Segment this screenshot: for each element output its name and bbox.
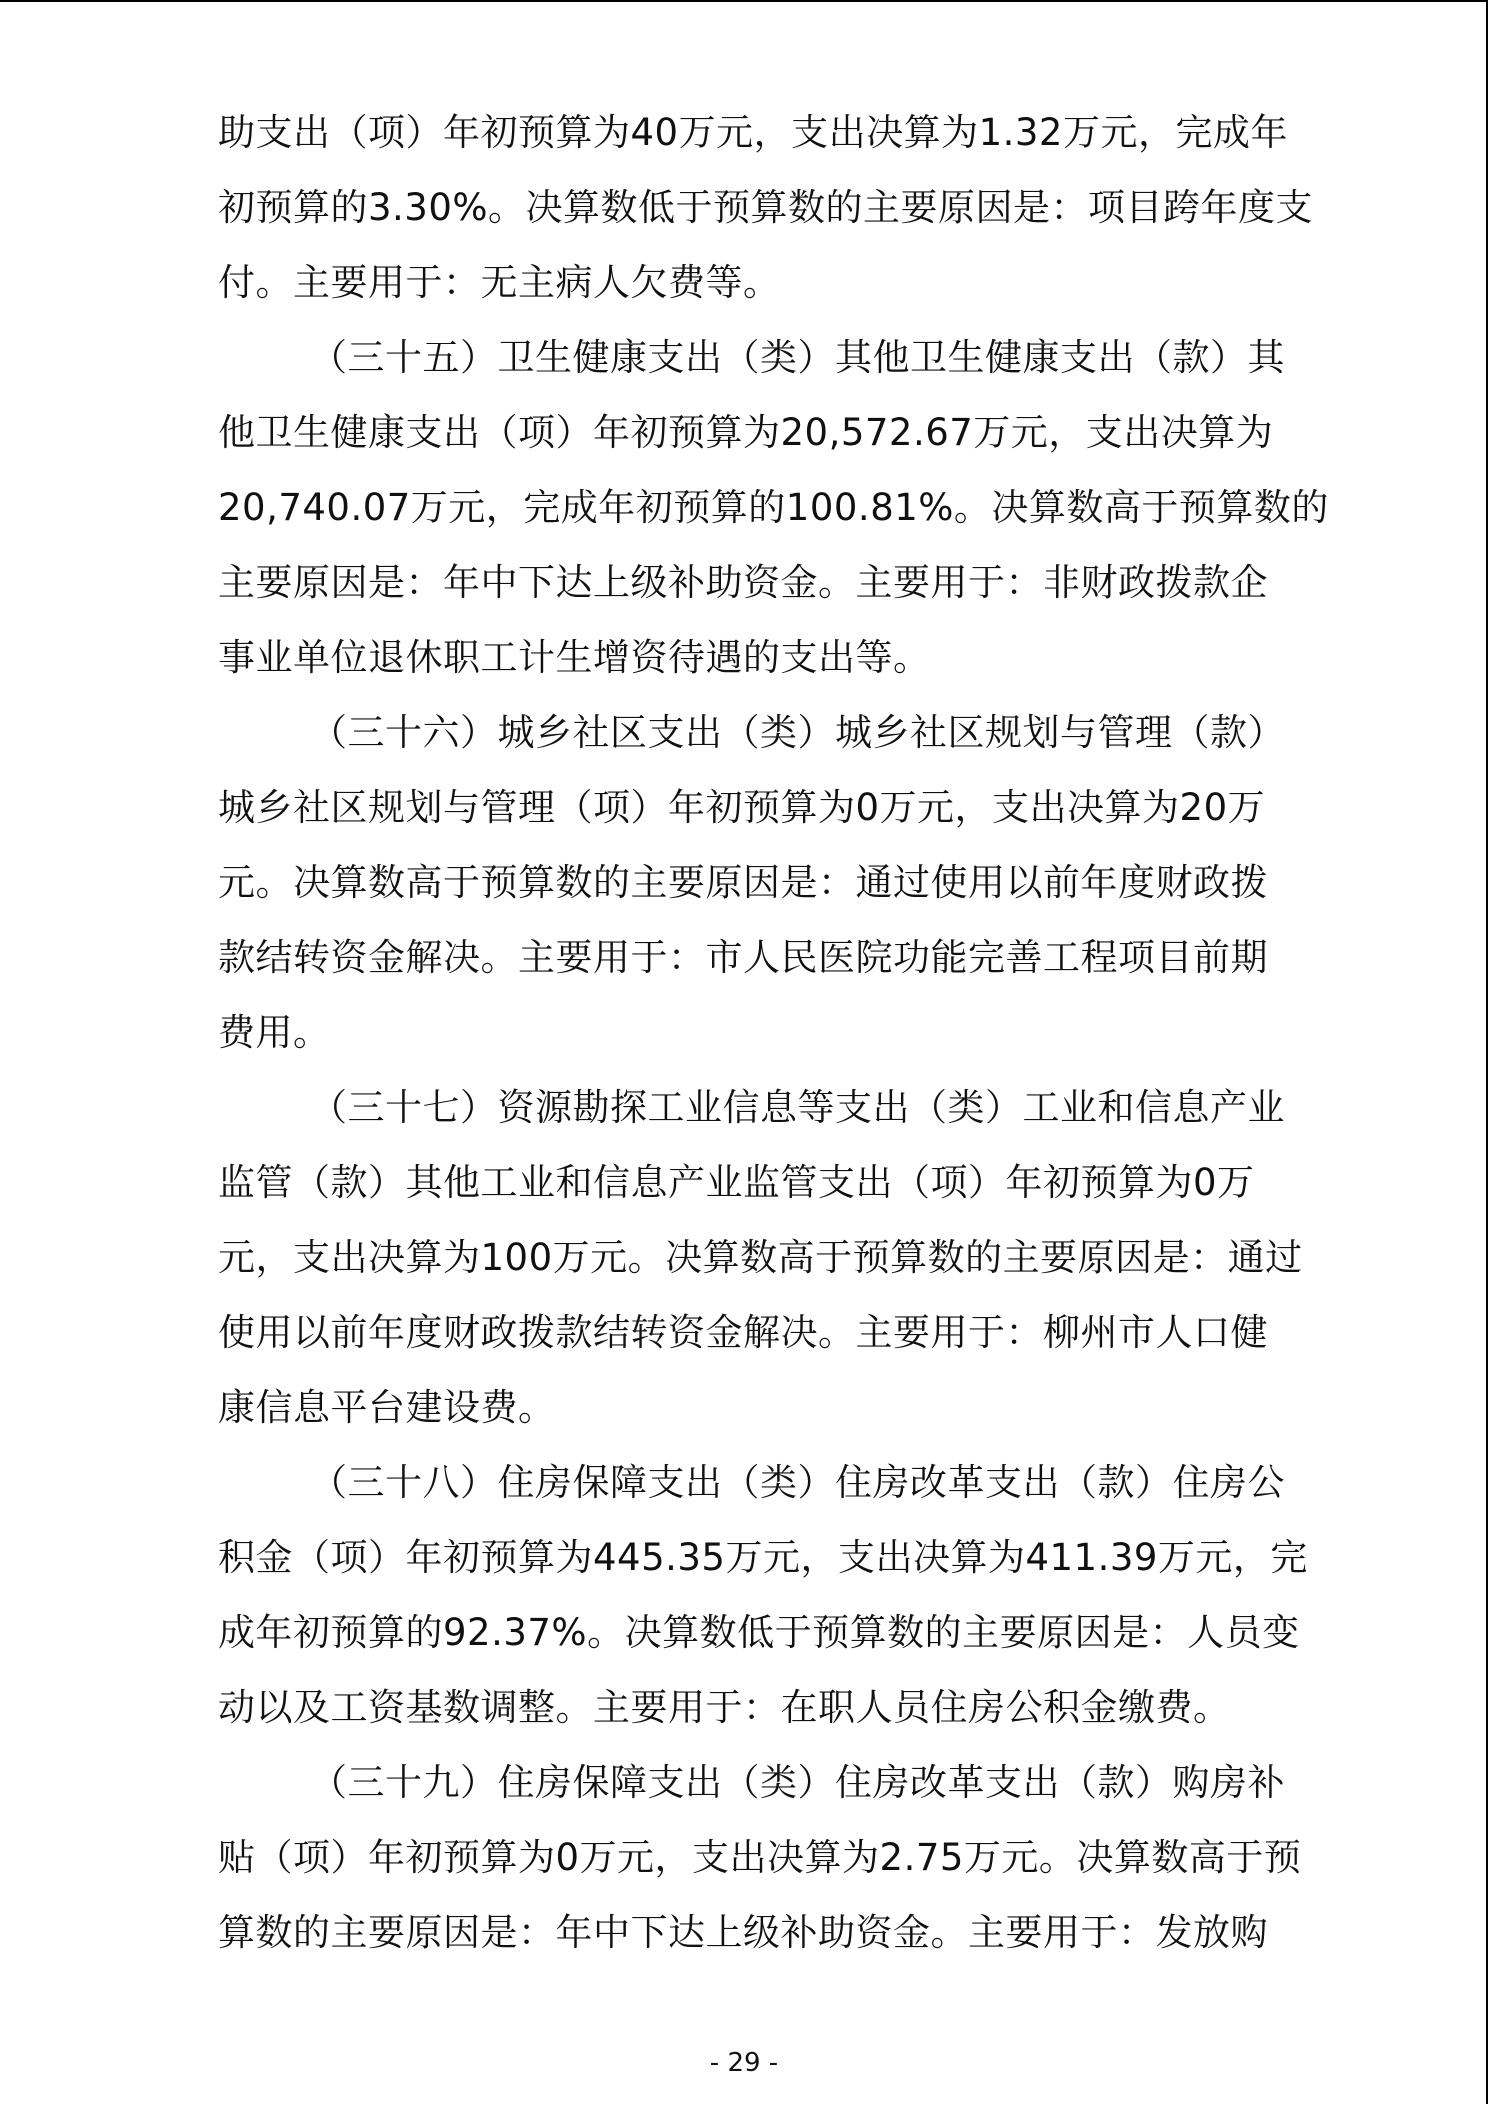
paragraph-start-line: （三十八）住房保障支出（类）住房改革支出（款）住房公 [310, 1461, 1285, 1504]
text-line: 城乡社区规划与管理（项）年初预算为0万元，支出决算为20万 [218, 786, 1266, 829]
text-line: 20,740.07万元，完成年初预算的100.81%。决算数高于预算数的 [218, 486, 1329, 529]
page-number: - 29 - [709, 2048, 779, 2078]
text-line: 助支出（项）年初预算为40万元，支出决算为1.32万元，完成年 [218, 111, 1288, 154]
text-line: 康信息平台建设费。 [218, 1386, 556, 1429]
text-line: 动以及工资基数调整。主要用于：在职人员住房公积金缴费。 [218, 1686, 1231, 1729]
paragraph-start-line: （三十七）资源勘探工业信息等支出（类）工业和信息产业 [310, 1086, 1285, 1129]
text-line: 贴（项）年初预算为0万元，支出决算为2.75万元。决算数高于预 [218, 1836, 1302, 1879]
text-line: 款结转资金解决。主要用于：市人民医院功能完善工程项目前期 [218, 936, 1268, 979]
text-line: 元，支出决算为100万元。决算数高于预算数的主要原因是：通过 [218, 1236, 1303, 1279]
text-line: 费用。 [218, 1011, 331, 1054]
text-line: 算数的主要原因是：年中下达上级补助资金。主要用于：发放购 [218, 1911, 1268, 1954]
text-line: 付。主要用于：无主病人欠费等。 [218, 261, 781, 304]
text-line: 主要原因是：年中下达上级补助资金。主要用于：非财政拨款企 [218, 561, 1268, 604]
text-line: 成年初预算的92.37%。决算数低于预算数的主要原因是：人员变 [218, 1611, 1300, 1654]
text-line: 事业单位退休职工计生增资待遇的支出等。 [218, 636, 931, 679]
paragraph-start-line: （三十六）城乡社区支出（类）城乡社区规划与管理（款） [310, 711, 1285, 754]
text-line: 元。决算数高于预算数的主要原因是：通过使用以前年度财政拨 [218, 861, 1268, 904]
text-line: 他卫生健康支出（项）年初预算为20,572.67万元，支出决算为 [218, 411, 1274, 454]
paragraph-start-line: （三十九）住房保障支出（类）住房改革支出（款）购房补 [310, 1761, 1285, 1804]
text-line: 积金（项）年初预算为445.35万元，支出决算为411.39万元，完 [218, 1536, 1308, 1579]
text-line: 使用以前年度财政拨款结转资金解决。主要用于：柳州市人口健 [218, 1311, 1268, 1354]
text-line: 监管（款）其他工业和信息产业监管支出（项）年初预算为0万 [218, 1161, 1255, 1204]
text-line: 初预算的3.30%。决算数低于预算数的主要原因是：项目跨年度支 [218, 186, 1314, 229]
paragraph-start-line: （三十五）卫生健康支出（类）其他卫生健康支出（款）其 [310, 336, 1285, 379]
